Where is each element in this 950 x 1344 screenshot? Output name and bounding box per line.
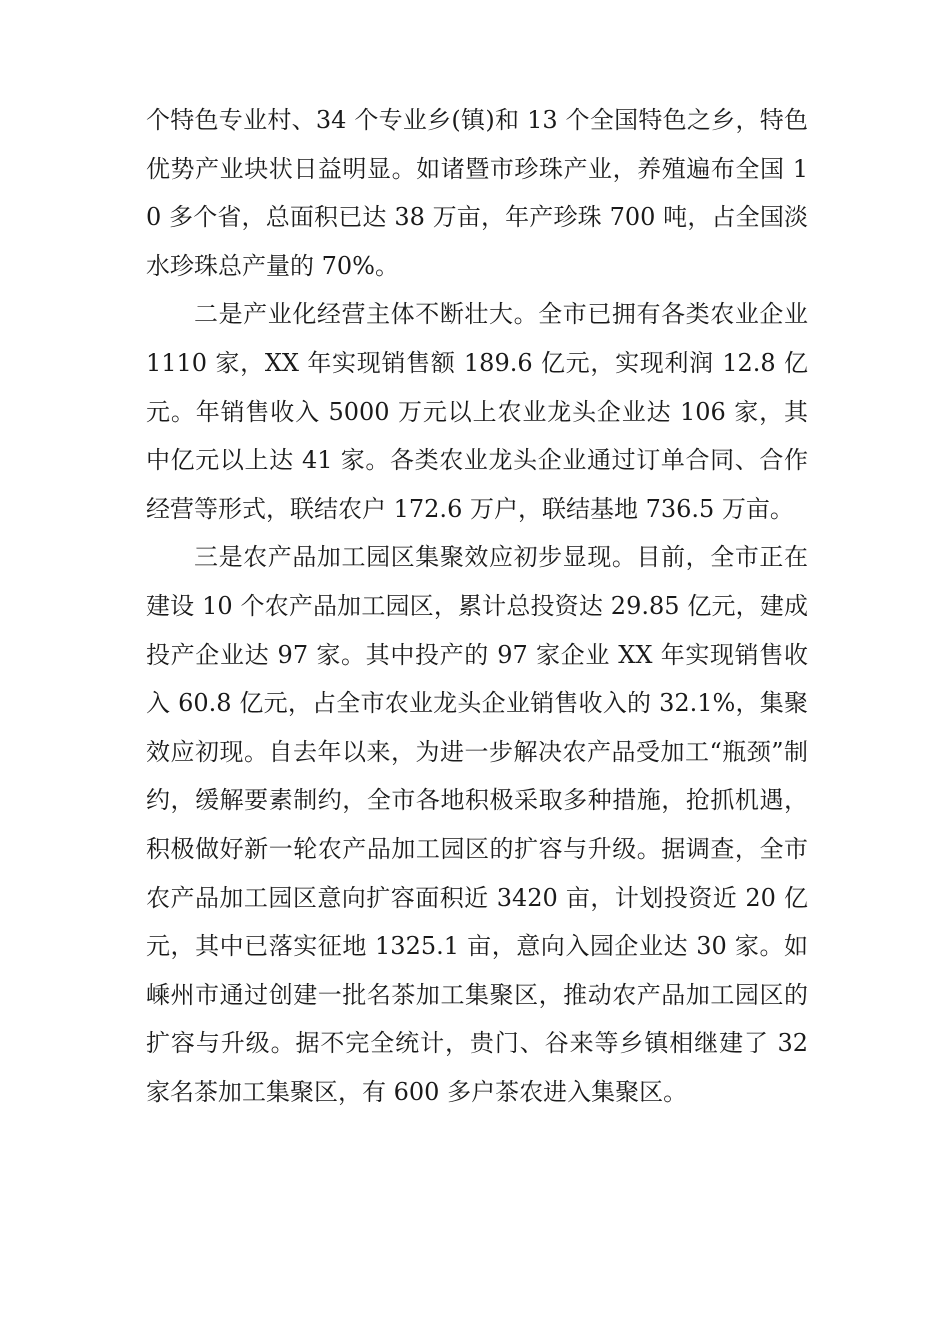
paragraph-continuation: 个特色专业村、34 个专业乡(镇)和 13 个全国特色之乡，特色优势产业块状日益明显。如诸暨市珍珠产业，养殖遍布全国 10 多个省，总面积已达 38 万亩，年产珍珠 700 吨，占全国淡水珍珠总产量的 70%。 [146, 106, 808, 280]
paragraph-business-entities: 二是产业化经营主体不断壮大。全市已拥有各类农业企业 1110 家，XX 年实现销售额 189.6 亿元，实现利润 12.8 亿元。年销售收入 5000 万元以上农业龙头企业达 106 家，其中亿元以上达 41 家。各类农业龙头企业通过订单合同、合作经营等形式，联结农户 172.6 万户，联结基地 736.5 万亩。 [146, 300, 808, 523]
document-body [146, 96, 808, 1116]
paragraph-processing-parks: 三是农产品加工园区集聚效应初步显现。目前，全市正在建设 10 个农产品加工园区，累计总投资达 29.85 亿元，建成投产企业达 97 家。其中投产的 97 家企业 XX 年实现销售收入 60.8 亿元，占全市农业龙头企业销售收入的 32.1%，集聚效应初现。自去年以来，为进一步解决农产品受加工“瓶颈”制约，缓解要素制约，全市各地积极采取多种措施，抢抓机遇，积极做好新一轮农产品加工园区的扩容与升级。据调查，全市农产品加工园区意向扩容面积近 3420 亩，计划投资近 20 亿元，其中已落实征地 1325.1 亩，意向入园企业达 30 家。如嵊州市通过创建一批名茶加工集聚区，推动农产品加工园区的扩容与升级。据不完全统计，贵门、谷来等乡镇相继建了 32 家名茶加工集聚区，有 600 多户茶农进入集聚区。 [146, 543, 808, 1106]
